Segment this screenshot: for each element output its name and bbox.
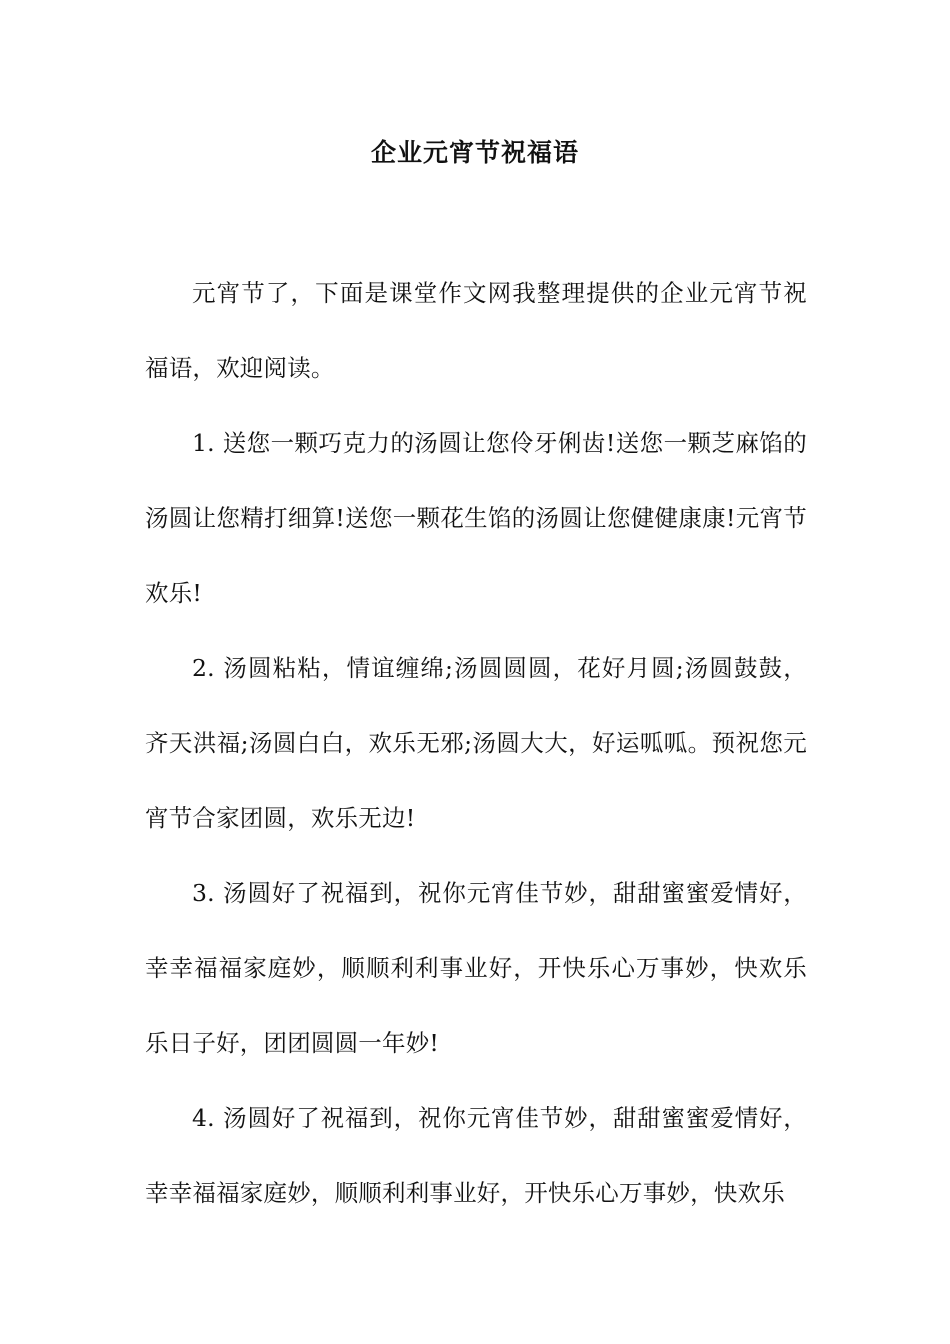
document-title: 企业元宵节祝福语 [370,138,579,167]
greeting-item-2: 2. 汤圆粘粘，情谊缠绵;汤圆圆圆，花好月圆;汤圆鼓鼓，齐天洪福;汤圆白白，欢乐无邪;汤圆大大，好运呱呱。预祝您元宵节合家团圆，欢乐无边! [145,654,807,832]
greeting-item-1: 1. 送您一颗巧克力的汤圆让您伶牙俐齿!送您一颗芝麻馅的汤圆让您精打细算!送您一颗花生馅的汤圆让您健健康康!元宵节欢乐! [145,429,807,607]
document-body [145,256,807,1231]
greeting-item-3: 3. 汤圆好了祝福到，祝你元宵佳节妙，甜甜蜜蜜爱情好，幸幸福福家庭妙，顺顺利利事业好，开快乐心万事妙，快欢乐乐日子好，团团圆圆一年妙! [145,879,807,1057]
intro-paragraph: 元宵节了，下面是课堂作文网我整理提供的企业元宵节祝福语，欢迎阅读。 [145,279,807,382]
greeting-item-4: 4. 汤圆好了祝福到，祝你元宵佳节妙，甜甜蜜蜜爱情好，幸幸福福家庭妙，顺顺利利事业好，开快乐心万事妙，快欢乐 [145,1104,807,1207]
